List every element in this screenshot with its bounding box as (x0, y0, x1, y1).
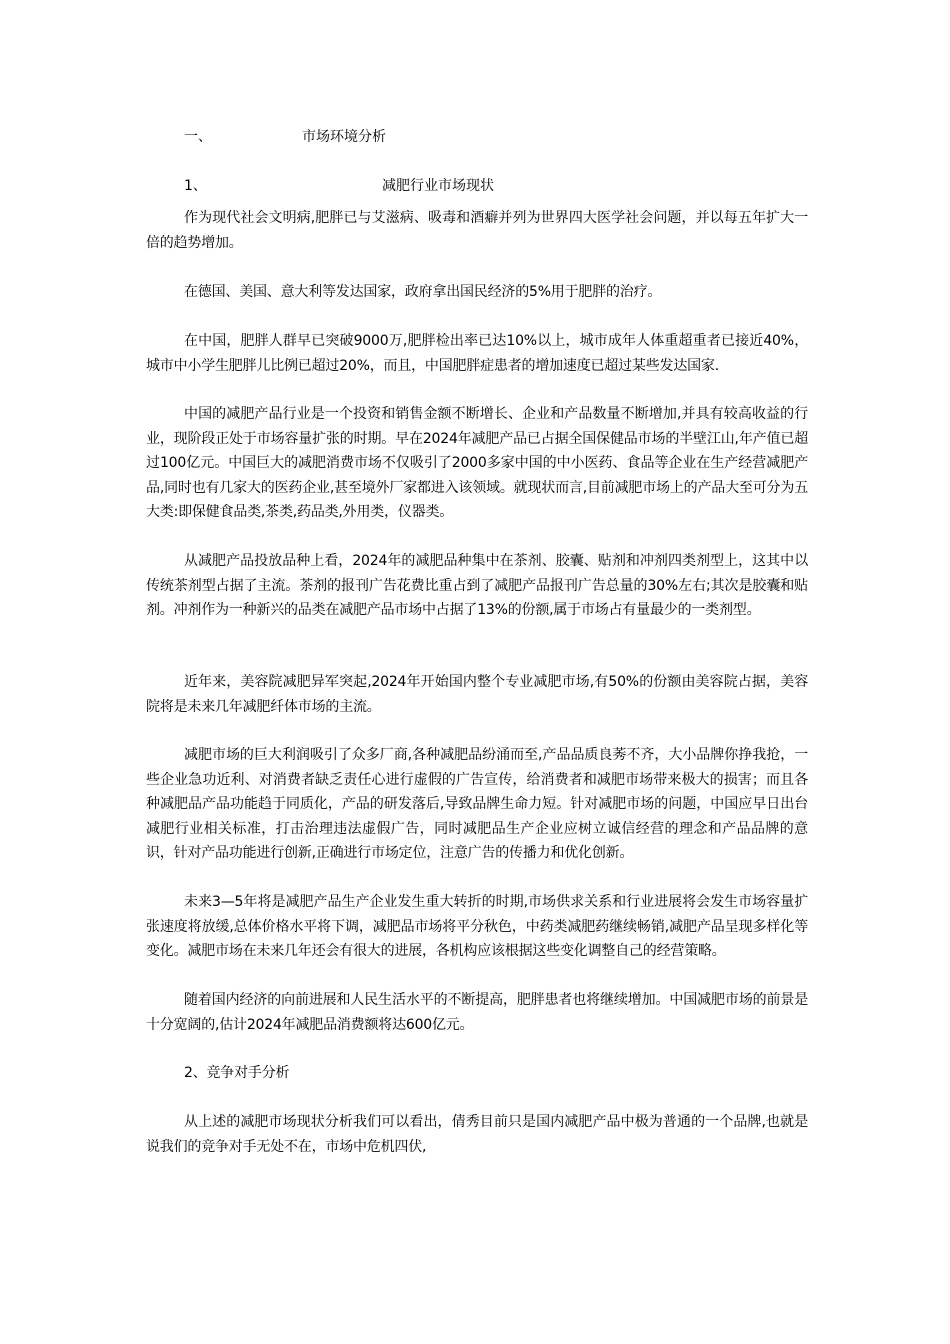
subsection-number: 1、 (184, 178, 207, 194)
subsection-heading-2: 2、竞争对手分析 (184, 1065, 290, 1081)
paragraph: 减肥市场的巨大利润吸引了众多厂商,各种减肥品纷涌而至,产品品质良莠不齐，大小品牌你挣我抢，一些企业急功近利、对消费者缺乏责任心进行虚假的广告宣传，给消费者和减肥市场带来极大的损害；而且各种减肥品产品功能趋于同质化，产品的研发落后,导致品牌生命力短。针对减肥市场的问题，中国应早日出台减肥行业相关标准，打击治理违法虚假广告，同时减肥品生产企业应树立诚信经营的理念和产品品牌的意识，针对产品功能进行创新,正确进行市场定位，注意广告的传播力和优化创新。 (146, 747, 808, 861)
paragraph: 从上述的减肥市场现状分析我们可以看出，倩秀目前只是国内减肥产品中极为普通的一个品牌,也就是说我们的竞争对手无处不在，市场中危机四伏, (146, 1114, 808, 1155)
paragraph: 未来3—5年将是减肥产品生产企业发生重大转折的时期,市场供求关系和行业进展将会发生市场容量扩张速度将放缓,总体价格水平将下调，减肥品市场将平分秋色，中药类减肥药继续畅销,减肥产品呈现多样化等变化。减肥市场在未来几年还会有很大的进展，各机构应该根据这些变化调整自己的经营策略。 (146, 894, 808, 959)
paragraph: 在德国、美国、意大利等发达国家，政府拿出国民经济的5%用于肥胖的治疗。 (184, 284, 662, 300)
section-number: 一、 (184, 129, 212, 145)
paragraph: 近年来，美容院减肥异军突起,2024年开始国内整个专业减肥市场,有50%的份额由美容院占据，美容院将是未来几年减肥纤体市场的主流。 (146, 674, 808, 715)
section-title: 市场环境分析 (302, 129, 386, 145)
paragraph: 从减肥产品投放品种上看，2024年的减肥品种集中在茶剂、胶囊、贴剂和冲剂四类剂型上，这其中以传统茶剂型占据了主流。茶剂的报刊广告花费比重占到了减肥产品报刊广告总量的30%左右;其次是胶囊和贴剂。冲剂作为一种新兴的品类在减肥产品市场中占据了13%的份额,属于市场占有量最少的一类剂型。 (146, 553, 808, 618)
paragraph: 中国的减肥产品行业是一个投资和销售金额不断增长、企业和产品数量不断增加,并具有较高收益的行业，现阶段正处于市场容量扩张的时期。早在2024年减肥产品已占据全国保健品市场的半壁江山,年产值已超过100亿元。中国巨大的减肥消费市场不仅吸引了2000多家中国的中小医药、食品等企业在生产经营减肥产品,同时也有几家大的医药企业,甚至境外厂家都进入该领域。就现状而言,目前减肥市场上的产品大至可分为五大类:即保健食品类,茶类,药品类,外用类，仪器类。 (146, 406, 808, 520)
paragraph: 作为现代社会文明病,肥胖已与艾滋病、吸毒和酒癖并列为世界四大医学社会问题，并以每五年扩大一倍的趋势增加。 (146, 210, 808, 251)
paragraph: 在中国，肥胖人群早已突破9000万,肥胖检出率已达10%以上，城市成年人体重超重者已接近40%，城市中小学生肥胖儿比例已超过20%，而且，中国肥胖症患者的增加速度已超过某些发达国家. (146, 333, 808, 374)
paragraph: 随着国内经济的向前进展和人民生活水平的不断提高，肥胖患者也将继续增加。中国减肥市场的前景是十分宽阔的,估计2024年减肥品消费额将达600亿元。 (146, 992, 808, 1033)
subsection-title: 减肥行业市场现状 (382, 178, 494, 194)
